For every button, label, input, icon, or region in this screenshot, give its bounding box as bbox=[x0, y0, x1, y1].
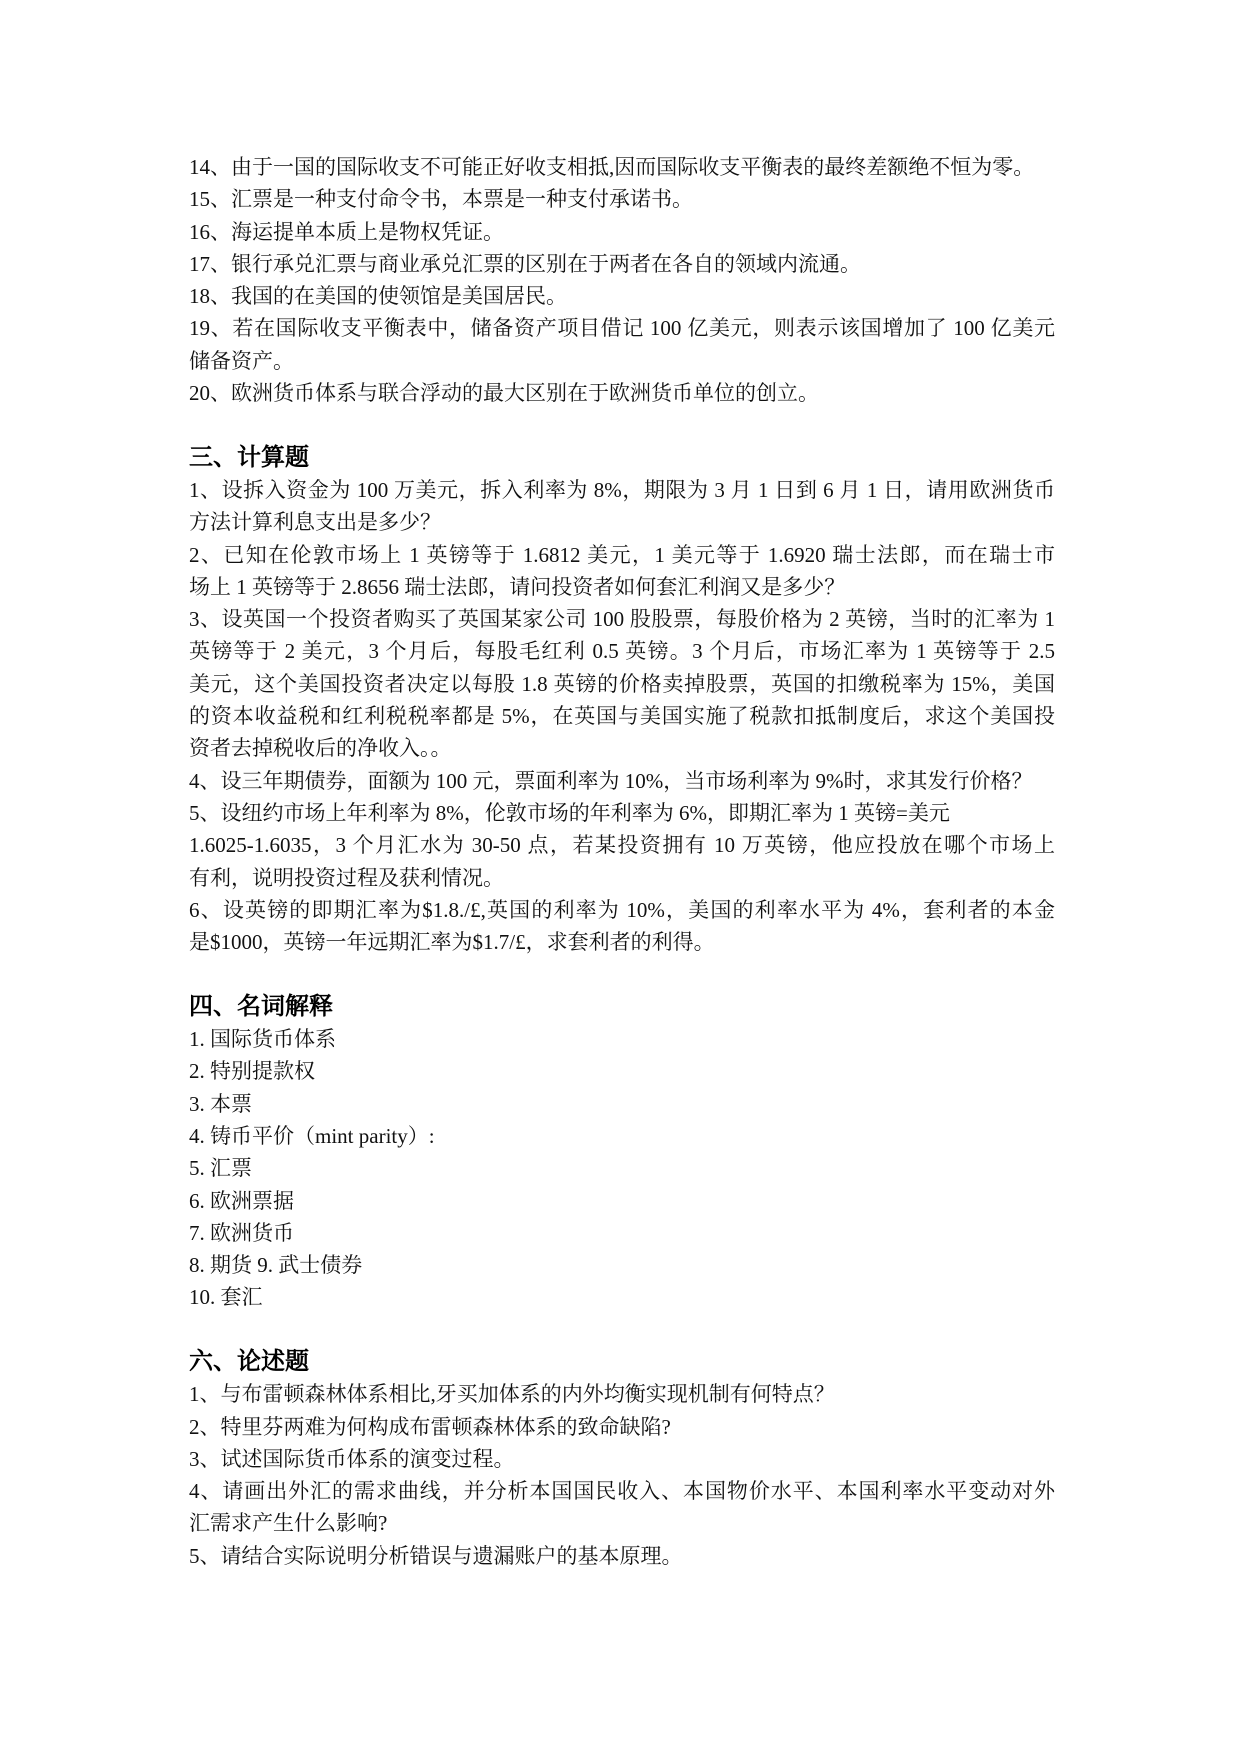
essay-question bbox=[189, 1540, 1055, 1572]
section-heading: 六、论述题 bbox=[189, 1348, 309, 1375]
question-item bbox=[189, 216, 1055, 248]
question-line: 的资本收益税和红利税税率都是 5%，在英国与美国实施了税款扣抵制度后，求这个美国投 bbox=[189, 704, 1055, 729]
question-line: 5、设纽约市场上年利率为 8%，伦敦市场的年利率为 6%，即期汇率为 1 英镑=美元 bbox=[189, 800, 950, 825]
question-line: 6、设英镑的即期汇率为$1.8./£,英国的利率为 10%，美国的利率水平为 4%，套利者的本金 bbox=[189, 897, 1055, 922]
essay-question bbox=[189, 1443, 1055, 1475]
term-item: 8. 期货 9. 武士债券 bbox=[189, 1253, 363, 1278]
section-heading: 四、名词解释 bbox=[189, 993, 333, 1020]
question-item bbox=[189, 248, 1055, 280]
question-item bbox=[189, 797, 1055, 894]
section-essay bbox=[189, 1346, 1055, 1572]
question-line: 18、我国的在美国的使领馆是美国居民。 bbox=[189, 284, 567, 309]
section-heading: 三、计算题 bbox=[189, 444, 309, 471]
question-item bbox=[189, 765, 1055, 797]
question-line: 4、请画出外汇的需求曲线，并分析本国国民收入、本国物价水平、本国利率水平变动对外 bbox=[189, 1479, 1055, 1504]
question-line: 有利，说明投资过程及获利情况。 bbox=[189, 865, 504, 890]
question-line: 汇需求产生什么影响? bbox=[189, 1511, 388, 1536]
term-item: 7. 欧洲货币 bbox=[189, 1220, 294, 1245]
term-item: 1. 国际货币体系 bbox=[189, 1027, 336, 1052]
question-item bbox=[189, 474, 1055, 539]
question-line: 是$1000，英镑一年远期汇率为$1.7/£，求套利者的利得。 bbox=[189, 930, 715, 955]
term-item: 5. 汇票 bbox=[189, 1156, 252, 1181]
term-item: 3. 本票 bbox=[189, 1091, 252, 1116]
question-item bbox=[189, 280, 1055, 312]
question-item bbox=[189, 183, 1055, 215]
term-item: 10. 套汇 bbox=[189, 1285, 263, 1310]
question-line: 2、特里芬两难为何构成布雷顿森林体系的致命缺陷? bbox=[189, 1414, 671, 1439]
question-line: 资者去掉税收后的净收入。。 bbox=[189, 736, 452, 761]
question-line: 15、汇票是一种支付命令书，本票是一种支付承诺书。 bbox=[189, 187, 693, 212]
term-item: 4. 铸币平价（mint parity）: bbox=[189, 1123, 435, 1148]
question-line: 3、设英国一个投资者购买了英国某家公司 100 股股票，每股价格为 2 英镑，当时的汇率为 1 bbox=[189, 607, 1055, 632]
question-line: 1、设拆入资金为 100 万美元，拆入利率为 8%，期限为 3 月 1 日到 6 月 1 日，请用欧洲货币 bbox=[189, 477, 1055, 502]
question-item bbox=[189, 539, 1055, 604]
question-line: 英镑等于 2 美元，3 个月后，每股毛红利 0.5 英镑。3 个月后，市场汇率为 1 英镑等于 2.5 bbox=[189, 639, 1055, 664]
question-line: 16、海运提单本质上是物权凭证。 bbox=[189, 219, 504, 244]
question-line: 储备资产。 bbox=[189, 348, 294, 373]
question-line: 20、欧洲货币体系与联合浮动的最大区别在于欧洲货币单位的创立。 bbox=[189, 381, 819, 406]
question-item bbox=[189, 377, 1055, 409]
question-line: 5、请结合实际说明分析错误与遗漏账户的基本原理。 bbox=[189, 1543, 683, 1568]
section-judgement-continued bbox=[189, 151, 1055, 409]
document-page bbox=[189, 151, 1055, 1572]
question-line: 1、与布雷顿森林体系相比,牙买加体系的内外均衡实现机制有何特点？ bbox=[189, 1382, 835, 1407]
term-item: 2. 特别提款权 bbox=[189, 1059, 315, 1084]
question-item bbox=[189, 894, 1055, 959]
question-line: 3、试述国际货币体系的演变过程。 bbox=[189, 1446, 515, 1471]
essay-question bbox=[189, 1378, 1055, 1410]
question-line: 4、设三年期债券，面额为 100 元，票面利率为 10%，当市场利率为 9%时，求其发行价格？ bbox=[189, 768, 1033, 793]
question-line: 1.6025-1.6035，3 个月汇水为 30-50 点，若某投资拥有 10 万英镑，他应投放在哪个市场上 bbox=[189, 833, 1055, 858]
question-item bbox=[189, 603, 1055, 764]
section-calculation bbox=[189, 442, 1055, 959]
section-terms bbox=[189, 991, 1055, 1314]
question-line: 美元，这个美国投资者决定以每股 1.8 英镑的价格卖掉股票，英国的扣缴税率为 15%，美国 bbox=[189, 671, 1055, 696]
question-line: 2、已知在伦敦市场上 1 英镑等于 1.6812 美元，1 美元等于 1.6920 瑞士法郎，而在瑞士市 bbox=[189, 542, 1055, 567]
question-item bbox=[189, 151, 1055, 183]
question-line: 场上 1 英镑等于 2.8656 瑞士法郎，请问投资者如何套汇利润又是多少？ bbox=[189, 574, 846, 599]
question-line: 14、由于一国的国际收支不可能正好收支相抵,因而国际收支平衡表的最终差额绝不恒为零。 bbox=[189, 155, 1035, 179]
question-line: 19、若在国际收支平衡表中，储备资产项目借记 100 亿美元，则表示该国增加了 100 亿美元 bbox=[189, 316, 1055, 341]
question-item bbox=[189, 312, 1055, 377]
question-line: 方法计算利息支出是多少？ bbox=[189, 510, 441, 535]
question-line: 17、银行承兑汇票与商业承兑汇票的区别在于两者在各自的领域内流通。 bbox=[189, 251, 861, 276]
term-item: 6. 欧洲票据 bbox=[189, 1188, 294, 1213]
essay-question bbox=[189, 1411, 1055, 1443]
essay-question bbox=[189, 1475, 1055, 1540]
